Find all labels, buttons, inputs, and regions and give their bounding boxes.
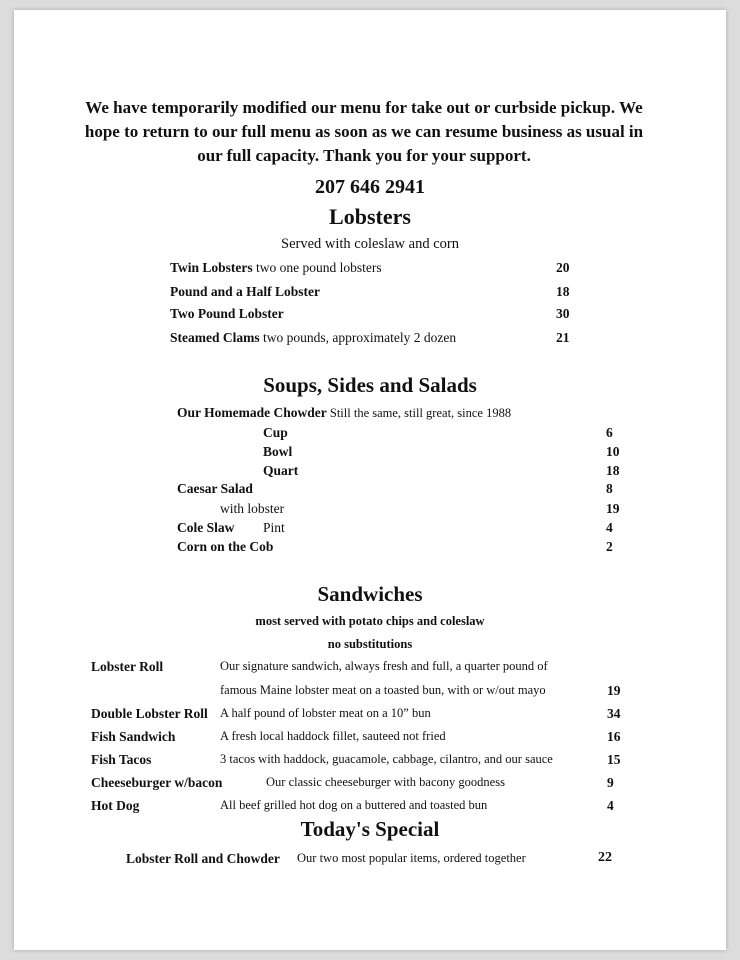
item-price: 30 [556,306,570,321]
item-desc: famous Maine lobster meat on a toasted bun, with or w/out mayo [220,683,546,697]
item-name: Fish Sandwich [91,729,176,744]
item-name: Cole Slaw [177,520,235,535]
item-price: 19 [606,501,620,516]
lobsters-heading: Lobsters [329,204,411,229]
item-name: Our Homemade Chowder [177,405,327,420]
item-name: Twin Lobsters [170,260,253,275]
item-name: Lobster Roll and Chowder [126,851,280,866]
item-price: 8 [606,481,613,496]
item-name: Steamed Clams [170,330,260,345]
item-name: Caesar Salad [177,481,253,496]
item-name: Fish Tacos [91,752,152,767]
item-price: 34 [607,706,621,721]
menu-item [170,260,382,276]
item-price: 10 [606,444,620,459]
item-desc: with lobster [220,501,285,516]
item-name: Two Pound Lobster [170,306,284,321]
notice-text: We have temporarily modified our menu for take out or curbside pickup. We hope to return to our full menu as soon as we can resume business as usual in our full capacity. Thank you for your support. [84,98,644,165]
sandwiches-note: no substitutions [327,637,413,651]
item-price: 19 [607,683,621,698]
item-price: 20 [556,260,570,275]
item-desc: 3 tacos with haddock, guacamole, cabbage, cilantro, and our sauce [220,752,553,766]
item-desc: Our signature sandwich, always fresh and full, a quarter pound of [220,659,548,673]
item-price: 18 [606,463,620,478]
item-price: 6 [606,425,613,440]
menu-item [177,405,511,421]
item-desc: A fresh local haddock fillet, sauteed not fried [220,729,446,743]
item-desc: two one pound lobsters [252,260,382,275]
item-price: 4 [607,798,614,813]
item-price: 9 [607,775,614,790]
soups-heading: Soups, Sides and Salads [263,373,477,397]
special-heading: Today's Special [300,817,440,841]
item-desc: All beef grilled hot dog on a buttered and toasted bun [220,798,488,812]
item-desc: Still the same, still great, since 1988 [326,406,512,420]
lobsters-subtitle: Served with coleslaw and corn [281,236,459,252]
phone-number: 207 646 2941 [315,176,425,198]
item-price: 21 [556,330,570,345]
item-price: 15 [607,752,621,767]
sandwiches-note: most served with potato chips and coleslaw [255,614,485,628]
item-desc: Our classic cheeseburger with bacony goodness [266,775,505,789]
sandwiches-heading: Sandwiches [317,582,423,606]
item-desc: two pounds, approximately 2 dozen [259,330,457,345]
item-price: 4 [606,520,613,535]
item-name: Bowl [263,444,293,459]
item-name: Hot Dog [91,798,140,813]
item-price: 22 [598,850,612,865]
item-name: Corn on the Cob [177,539,274,554]
item-desc: Our two most popular items, ordered together [297,851,526,865]
item-name: Quart [263,463,299,478]
item-desc: Pint [263,520,285,535]
menu-item [170,330,456,346]
item-price: 18 [556,284,570,299]
item-desc: A half pound of lobster meat on a 10” bun [220,706,431,720]
item-price: 2 [606,539,613,554]
item-name: Double Lobster Roll [91,706,208,721]
item-name: Cheeseburger w/bacon [91,775,223,790]
item-name: Cup [263,425,288,440]
item-price: 16 [607,729,621,744]
item-name: Pound and a Half Lobster [170,284,321,299]
item-name: Lobster Roll [91,659,164,674]
menu-item [170,284,320,300]
menu-item [170,306,284,322]
